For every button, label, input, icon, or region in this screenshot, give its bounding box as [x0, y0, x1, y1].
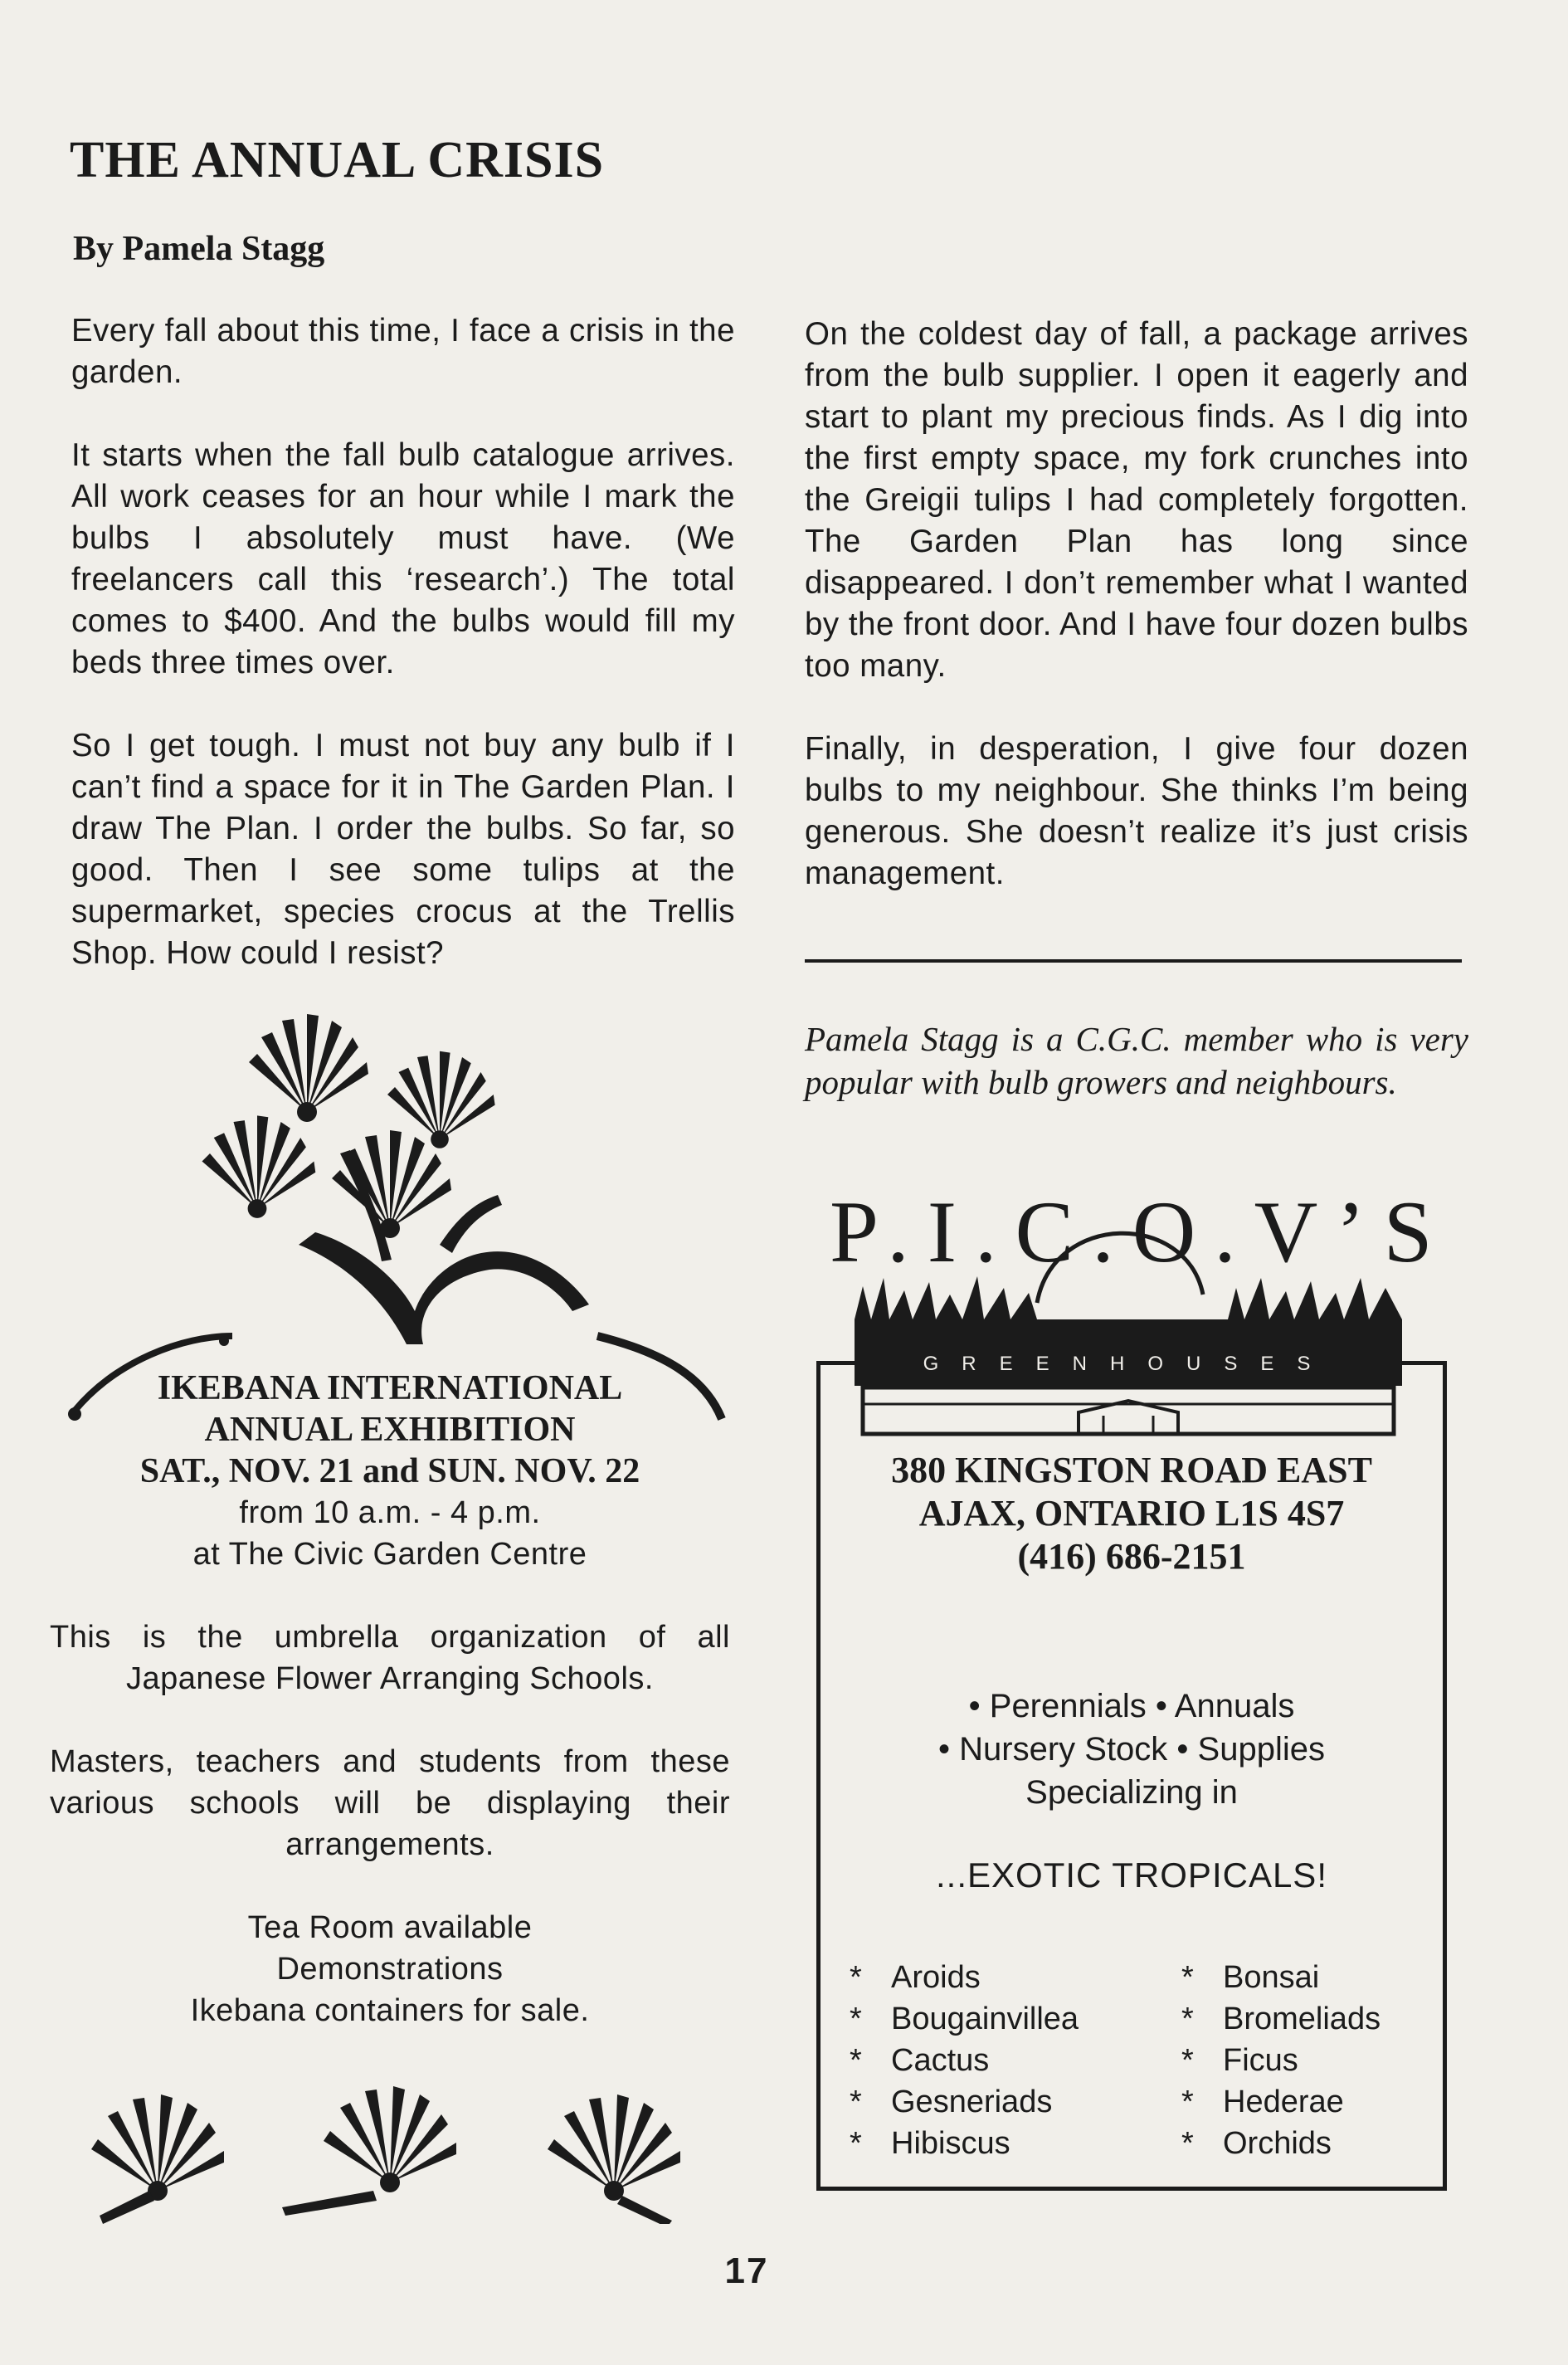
ikebana-description: This is the umbrella organization of all Japanese Flower Arranging Schools. [50, 1620, 730, 1696]
ikebana-event: ANNUAL EXHIBITION [204, 1411, 576, 1449]
ikebana-time: from 10 a.m. - 4 p.m. [239, 1495, 541, 1530]
picov-logo: P.I.C.O.V’S [830, 1183, 1451, 1280]
ikebana-description: Masters, teachers and students from these various schools will be displaying their arrangements. [50, 1744, 730, 1862]
plant-item: * Hibiscus [850, 2126, 1010, 2161]
article-column-right [805, 314, 1468, 936]
plant-item: * Hederae [1181, 2085, 1344, 2119]
address-street: 380 KINGSTON ROAD EAST [891, 1450, 1372, 1490]
offer-line: Specializing in [1025, 1774, 1238, 1811]
pine-flower-illustration-icon [66, 2050, 713, 2224]
pine-flower-illustration-icon [174, 996, 639, 1361]
plant-item: * Aroids [850, 1960, 981, 1995]
picov-offerings [816, 1685, 1447, 1897]
divider-rule [805, 959, 1462, 963]
article-paragraph: Finally, in desperation, I give four dozen bulbs to my neighbour. She thinks I’m being generous. She doesn’t realize it’s just crisis management. [805, 731, 1468, 891]
article-paragraph: On the coldest day of fall, a package arrives from the bulb supplier. I open it eagerly and start to plant my precious finds. As I dig into the first empty space, my fork crunches into the Greigii tulips I had completely forgotten. The Garden Plan has long since disappeared. I don’t remember what I wanted by the front door. And I have four dozen bulbs too many. [805, 316, 1468, 684]
offer-line: • Nursery Stock • Supplies [938, 1731, 1325, 1768]
ikebana-amenity: Ikebana containers for sale. [190, 1993, 590, 2028]
plant-item: * Gesneriads [850, 2085, 1053, 2119]
plant-item: * Bromeliads [1181, 2002, 1381, 2036]
plant-item: * Bonsai [1181, 1960, 1320, 1995]
address-phone: (416) 686-2151 [1017, 1536, 1246, 1577]
ikebana-amenity: Tea Room available [247, 1910, 533, 1945]
ikebana-dates: SAT., NOV. 21 and SUN. NOV. 22 [139, 1452, 640, 1490]
article-title: THE ANNUAL CRISIS [70, 132, 605, 188]
plant-item: * Orchids [1181, 2126, 1332, 2161]
author-bio: Pamela Stagg is a C.G.C. member who is very popular with bulb growers and neighbours. [805, 1020, 1468, 1101]
article-paragraph: It starts when the fall bulb catalogue arrives. All work ceases for an hour while I mark the bulbs I absolutely must have. (We freelancers call this ‘research’.) The total comes to $400. And the bulbs would fill my beds three times over. [71, 437, 735, 680]
ikebana-amenity: Demonstrations [276, 1952, 504, 1987]
article-byline: By Pamela Stagg [73, 230, 325, 268]
picov-address [816, 1449, 1447, 1578]
offer-line: • Perennials • Annuals [968, 1688, 1295, 1724]
ikebana-org: IKEBANA INTERNATIONAL [157, 1369, 623, 1407]
plant-item: * Cactus [850, 2043, 990, 2078]
article-paragraph: So I get tough. I must not buy any bulb if I can’t find a space for it in The Garden Plan. I draw The Plan. I order the bulbs. So far, so good. Then I see some tulips at the supermarket, species crocus at the Trellis Shop. How could I resist? [71, 728, 735, 971]
plant-list [850, 1957, 1414, 2164]
plant-item: * Ficus [1181, 2043, 1298, 2078]
address-city: AJAX, ONTARIO L1S 4S7 [918, 1493, 1345, 1534]
ikebana-announcement [50, 1368, 730, 2031]
ikebana-venue: at The Civic Garden Centre [192, 1537, 587, 1572]
plant-item: * Bougainvillea [850, 2002, 1079, 2036]
page-number: 17 [724, 2250, 769, 2291]
exotic-tropicals: ...EXOTIC TROPICALS! [936, 1855, 1327, 1894]
article-paragraph: Every fall about this time, I face a crisis in the garden. [71, 313, 735, 390]
article-column-left [71, 310, 735, 1016]
picov-tagline: GREENHOUSES [923, 1353, 1334, 1375]
